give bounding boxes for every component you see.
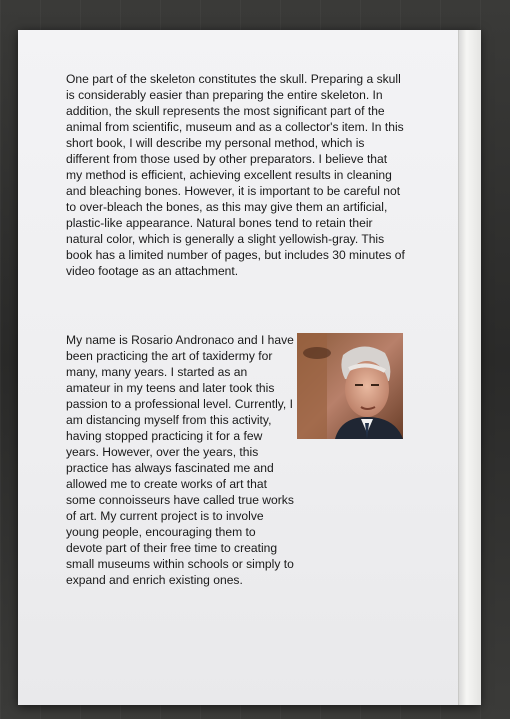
back-cover <box>18 30 458 705</box>
skull-description-paragraph: One part of the skeleton constitutes the skull. Preparing a skull is considerably easier than preparing the entire skeleton. In addition, the skull represents the most significant part of the animal from scientific, museum and as a collector's item. In this short book, I will describe my personal method, which is different from those used by other preparators. I believe that my method is efficient, achieving excellent results in cleaning and bleaching bones. However, it is important to be careful not to over-bleach the bones, as this may give them an artificial, plastic-like appearance. Natural bones tend to retain their natural color, which is generally a slight yellowish-gray. This book has a limited number of pages, but includes 30 minutes of video footage as an attachment. <box>66 72 405 278</box>
book-spine <box>458 30 481 705</box>
author-bio-paragraph: My name is Rosario Andronaco and I have been practicing the art of taxidermy for many, many years. I started as an amateur in my teens and later took this passion to a professional level. Currently, I am distancing myself from this activity, having stopped practicing it for a few years. However, over the years, this practice has always fascinated me and allowed me to create works of art that some connoisseurs have called true works of art. My current project is to involve young people, encouraging them to devote part of their free time to creating small museums within schools or simply to expand and enrich existing ones. <box>66 333 294 587</box>
book <box>18 30 480 705</box>
author-photo <box>297 333 403 439</box>
author-portrait-image <box>297 333 403 439</box>
